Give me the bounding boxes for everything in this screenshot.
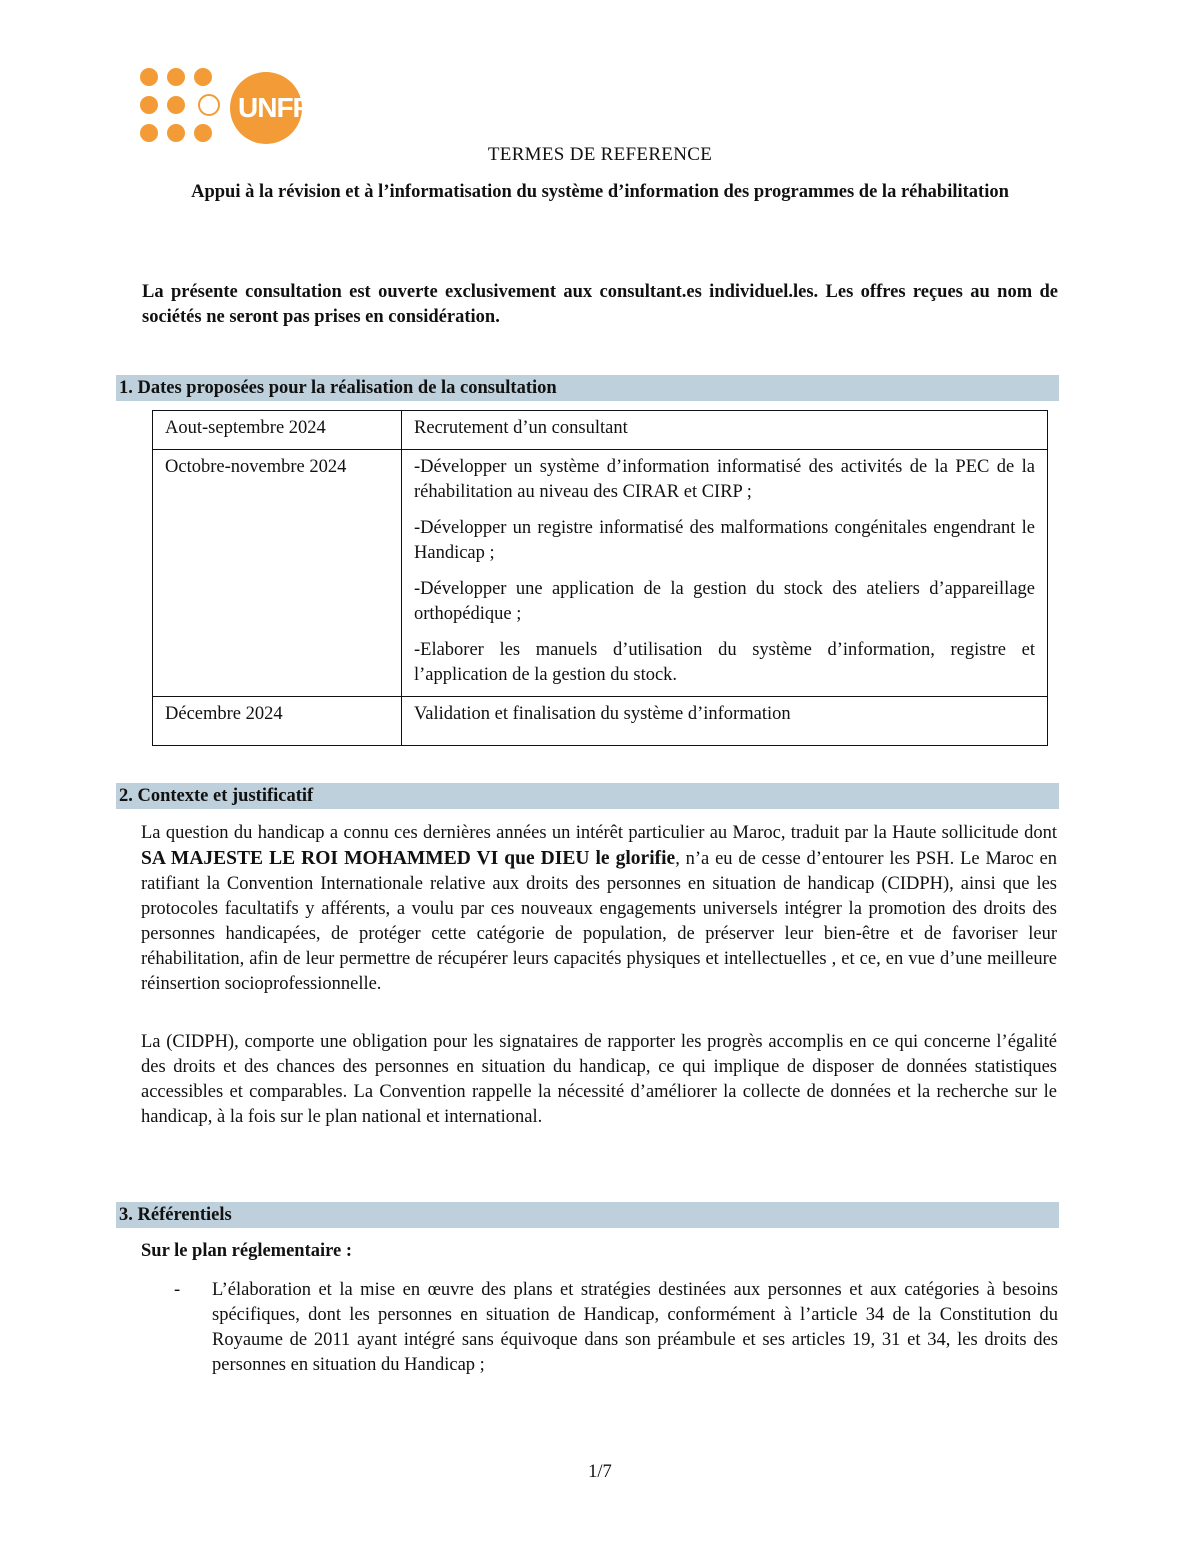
- activity-item: -Elaborer les manuels d’utilisation du système d’information, registre et l’application de la gestion du stock.: [414, 640, 1035, 685]
- dates-table: [152, 410, 1048, 746]
- regulatory-bullet-item: L’élaboration et la mise en œuvre des plans et stratégies destinées aux personnes et aux catégories à besoins spécifiques, dont les personnes en situation de Handicap, conformément à l’article 34 de la Constitution du Royaume de 2011 ayant intégré sans équivoque dans son préambule et ses articles 19, 31 et 34, les droits des personnes en situation du Handicap ;: [212, 1280, 1058, 1375]
- logo-dot: [167, 96, 185, 114]
- logo-dot: [140, 124, 158, 142]
- activity-cell: [402, 411, 1048, 450]
- document-title: TERMES DE REFERENCE: [487, 144, 713, 165]
- activity-cell: [402, 450, 1048, 697]
- period-cell: Octobre-novembre 2024: [153, 450, 402, 697]
- activity-cell: [402, 697, 1048, 746]
- logo-dot: [194, 124, 212, 142]
- bullet-marker: -: [174, 1280, 181, 1300]
- page-number: 1/7: [588, 1462, 612, 1482]
- table-row: [153, 411, 1048, 450]
- document-subtitle: Appui à la révision et à l’informatisation du système d’information des programmes de la réhabilitation: [191, 182, 1009, 202]
- logo-dot: [167, 68, 185, 86]
- context-paragraph-1: [141, 821, 1057, 997]
- regulatory-subheading: Sur le plan réglementaire :: [141, 1241, 353, 1261]
- logo-dot: [140, 68, 158, 86]
- un-emblem-icon: [198, 94, 220, 116]
- context-paragraph-2: La (CIDPH), comporte une obligation pour les signataires de rapporter les progrès accomplis en ce qui concerne l’égalité des droits et des chances des personnes en situation du handicap, ce qui implique de disposer de données statistiques accessibles et comparables. La Convention rappelle la nécessité d’améliorer la collecte de données et la recherche sur le handicap, à la fois sur le plan national et international.: [141, 1032, 1057, 1127]
- period-cell: Décembre 2024: [153, 697, 402, 746]
- activity-item: Recrutement d’un consultant: [414, 418, 628, 438]
- table-row: [153, 450, 1048, 697]
- unfpa-logo: [138, 66, 328, 146]
- period-cell: Aout-septembre 2024: [153, 411, 402, 450]
- consultation-notice: La présente consultation est ouverte exclusivement aux consultant.es individuel.les. Les offres reçues au nom de sociétés ne seront pas prises en considération.: [142, 282, 1058, 327]
- context-text: La question du handicap a connu ces dernières années un intérêt particulier au Maroc, traduit par la Haute sollicitude dont: [141, 823, 1057, 843]
- activity-item: -Développer une application de la gestion du stock des ateliers d’appareillage orthopédique ;: [414, 579, 1035, 624]
- section-1-heading: 1. Dates proposées pour la réalisation de la consultation: [116, 375, 1059, 401]
- context-text: , n’a eu de cesse d’entourer les PSH. Le Maroc en ratifiant la Convention Internationale relative aux droits des personnes en situation de handicap (CIDPH), ainsi que les protocoles facultatifs y afférents, a voulu par ces nouveaux engagements universels intégrer la promotion des droits des personnes handicapées, de protéger cette catégorie de population, de préserver leur bien-être et de favoriser leur réhabilitation, afin de leur permettre de récupérer leurs capacités physiques et intellectuelles , et ce, en vue d’une meilleure réinsertion socioprofessionnelle.: [141, 849, 1058, 994]
- table-row: [153, 697, 1048, 746]
- activity-item: Validation et finalisation du système d’information: [414, 704, 791, 724]
- context-bold-text: SA MAJESTE LE ROI MOHAMMED VI que DIEU le glorifie: [141, 848, 676, 869]
- section-3-heading: 3. Référentiels: [116, 1202, 1059, 1228]
- activity-item: -Développer un système d’information informatisé des activités de la PEC de la réhabilitation au niveau des CIRAR et CIRP ;: [414, 457, 1035, 502]
- section-2-heading: 2. Contexte et justificatif: [116, 783, 1059, 809]
- logo-text: UNFPA: [238, 92, 328, 123]
- activity-item: -Développer un registre informatisé des malformations congénitales engendrant le Handicap ;: [414, 518, 1035, 563]
- logo-dot: [167, 124, 185, 142]
- logo-dot: [140, 96, 158, 114]
- logo-dot: [194, 68, 212, 86]
